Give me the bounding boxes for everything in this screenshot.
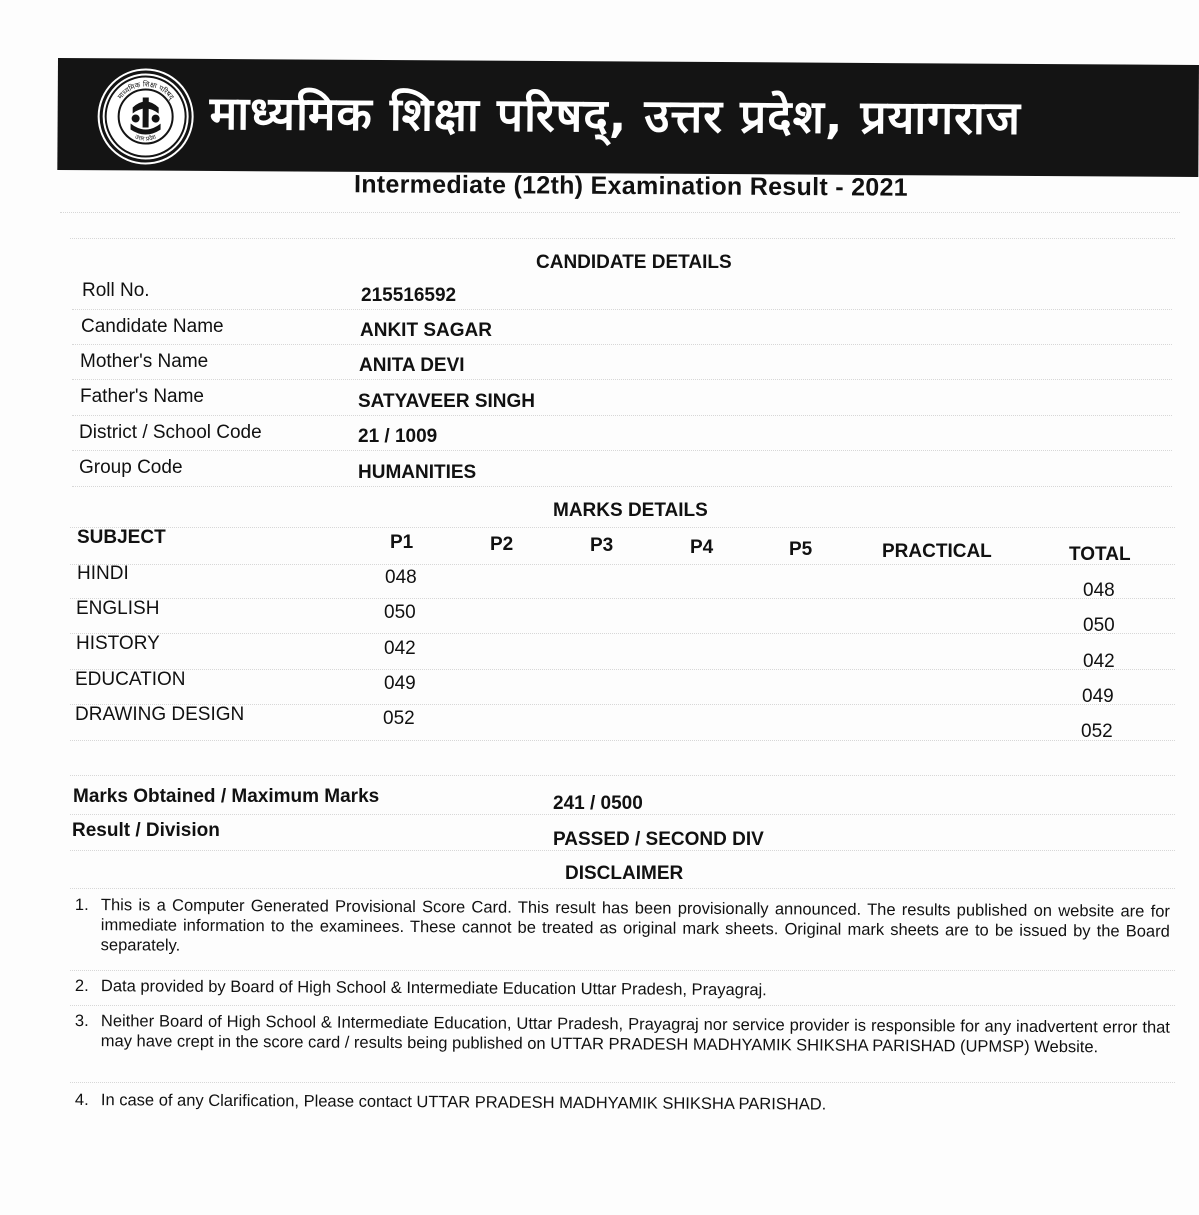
p1-cell: 052 bbox=[383, 708, 415, 729]
upmsp-emblem-icon bbox=[99, 70, 192, 163]
total-cell: 049 bbox=[1082, 686, 1114, 707]
divider bbox=[72, 344, 1172, 345]
subject-cell: EDUCATION bbox=[75, 669, 186, 690]
p1-cell: 050 bbox=[384, 602, 416, 623]
exam-title: Intermediate (12th) Examination Result - 2021 bbox=[353, 170, 909, 202]
divider bbox=[72, 486, 1172, 487]
divider bbox=[70, 564, 1175, 565]
subject-cell: DRAWING DESIGN bbox=[75, 704, 245, 725]
divider bbox=[72, 379, 1172, 380]
item-number: 1. bbox=[74, 896, 89, 915]
col-p2: P2 bbox=[490, 534, 514, 555]
p1-cell: 042 bbox=[384, 638, 416, 659]
result-division-label: Result / Division bbox=[72, 820, 220, 841]
item-number: 4. bbox=[74, 1091, 89, 1110]
divider bbox=[60, 212, 1180, 213]
subject-cell: ENGLISH bbox=[76, 598, 160, 619]
divider bbox=[70, 888, 1175, 889]
col-total: TOTAL bbox=[1069, 544, 1131, 565]
candidate-details-heading: CANDIDATE DETAILS bbox=[536, 252, 732, 273]
divider bbox=[70, 598, 1175, 599]
col-p4: P4 bbox=[690, 537, 714, 558]
logo-ring-text-bottom: उत्तर प्रदेश bbox=[133, 133, 158, 143]
mother-name-value: ANITA DEVI bbox=[359, 355, 465, 376]
disclaimer-heading: DISCLAIMER bbox=[565, 863, 684, 884]
father-name-label: Father's Name bbox=[80, 386, 205, 407]
col-p5: P5 bbox=[789, 539, 813, 560]
divider bbox=[72, 450, 1172, 451]
item-text: Data provided by Board of High School & Intermediate Education Uttar Pradesh, Prayagraj. bbox=[100, 977, 767, 1000]
divider bbox=[72, 415, 1172, 416]
p1-cell: 049 bbox=[384, 673, 416, 694]
divider bbox=[70, 814, 1175, 815]
father-name-value: SATYAVEER SINGH bbox=[358, 391, 536, 412]
total-cell: 048 bbox=[1083, 580, 1115, 601]
list-item bbox=[75, 976, 1170, 1003]
divider bbox=[70, 527, 1175, 528]
subject-cell: HINDI bbox=[77, 563, 129, 584]
total-cell: 042 bbox=[1083, 651, 1115, 672]
col-p1: P1 bbox=[390, 532, 414, 553]
mother-name-label: Mother's Name bbox=[80, 351, 209, 372]
total-cell: 050 bbox=[1083, 615, 1115, 636]
candidate-name-value: ANKIT SAGAR bbox=[360, 320, 492, 341]
divider bbox=[70, 740, 1175, 741]
marks-details-heading: MARKS DETAILS bbox=[553, 500, 708, 521]
board-title: माध्यमिक शिक्षा परिषद्, उत्तर प्रदेश, प्रयागराज bbox=[209, 85, 1022, 145]
group-code-value: HUMANITIES bbox=[358, 462, 477, 483]
district-school-code-value: 21 / 1009 bbox=[358, 426, 438, 447]
marks-obtained-label: Marks Obtained / Maximum Marks bbox=[73, 786, 380, 807]
item-number: 2. bbox=[74, 977, 89, 996]
logo-ring-text-top: माध्यमिक शिक्षा परिषद् bbox=[116, 80, 176, 102]
item-number: 3. bbox=[74, 1012, 89, 1031]
marks-obtained-value: 241 / 0500 bbox=[553, 793, 643, 814]
col-subject: SUBJECT bbox=[77, 527, 166, 548]
divider bbox=[70, 669, 1175, 670]
group-code-label: Group Code bbox=[79, 457, 183, 478]
divider bbox=[70, 1082, 1175, 1083]
divider bbox=[70, 1005, 1175, 1006]
divider bbox=[70, 775, 1175, 776]
divider bbox=[72, 309, 1172, 310]
district-school-code-label: District / School Code bbox=[79, 422, 262, 443]
roll-no-value: 215516592 bbox=[361, 285, 457, 306]
divider bbox=[70, 970, 1175, 971]
divider bbox=[70, 238, 1175, 239]
col-practical: PRACTICAL bbox=[882, 541, 992, 562]
col-p3: P3 bbox=[590, 535, 614, 556]
result-division-value: PASSED / SECOND DIV bbox=[553, 829, 764, 850]
roll-no-label: Roll No. bbox=[82, 280, 150, 301]
divider bbox=[70, 850, 1175, 851]
item-text: Neither Board of High School & Intermediate Education, Uttar Pradesh, Prayagraj nor service provider is responsible for any inadvertent error that may have crept in the score card / results being published on UTTAR PRADESH MADHYAMIK SHIKSHA PARISHAD (UPMSP) Website. bbox=[100, 1012, 1170, 1057]
candidate-name-label: Candidate Name bbox=[81, 316, 224, 337]
header-bar bbox=[57, 58, 1199, 177]
list-item bbox=[75, 895, 1170, 962]
total-cell: 052 bbox=[1081, 721, 1113, 742]
p1-cell: 048 bbox=[385, 567, 417, 588]
list-item bbox=[75, 1011, 1170, 1058]
subject-cell: HISTORY bbox=[76, 633, 160, 654]
divider bbox=[70, 633, 1175, 634]
item-text: This is a Computer Generated Provisional Score Card. This result has been provisionally announced. The results published on website are for immediate information to the examinees. These cannot be treated as original mark sheets. Original mark sheets are to be issued by the Board separately. bbox=[100, 896, 1170, 955]
item-text: In case of any Clarification, Please contact UTTAR PRADESH MADHYAMIK SHIKSHA PARISHAD. bbox=[100, 1091, 827, 1114]
list-item bbox=[75, 1090, 1170, 1117]
